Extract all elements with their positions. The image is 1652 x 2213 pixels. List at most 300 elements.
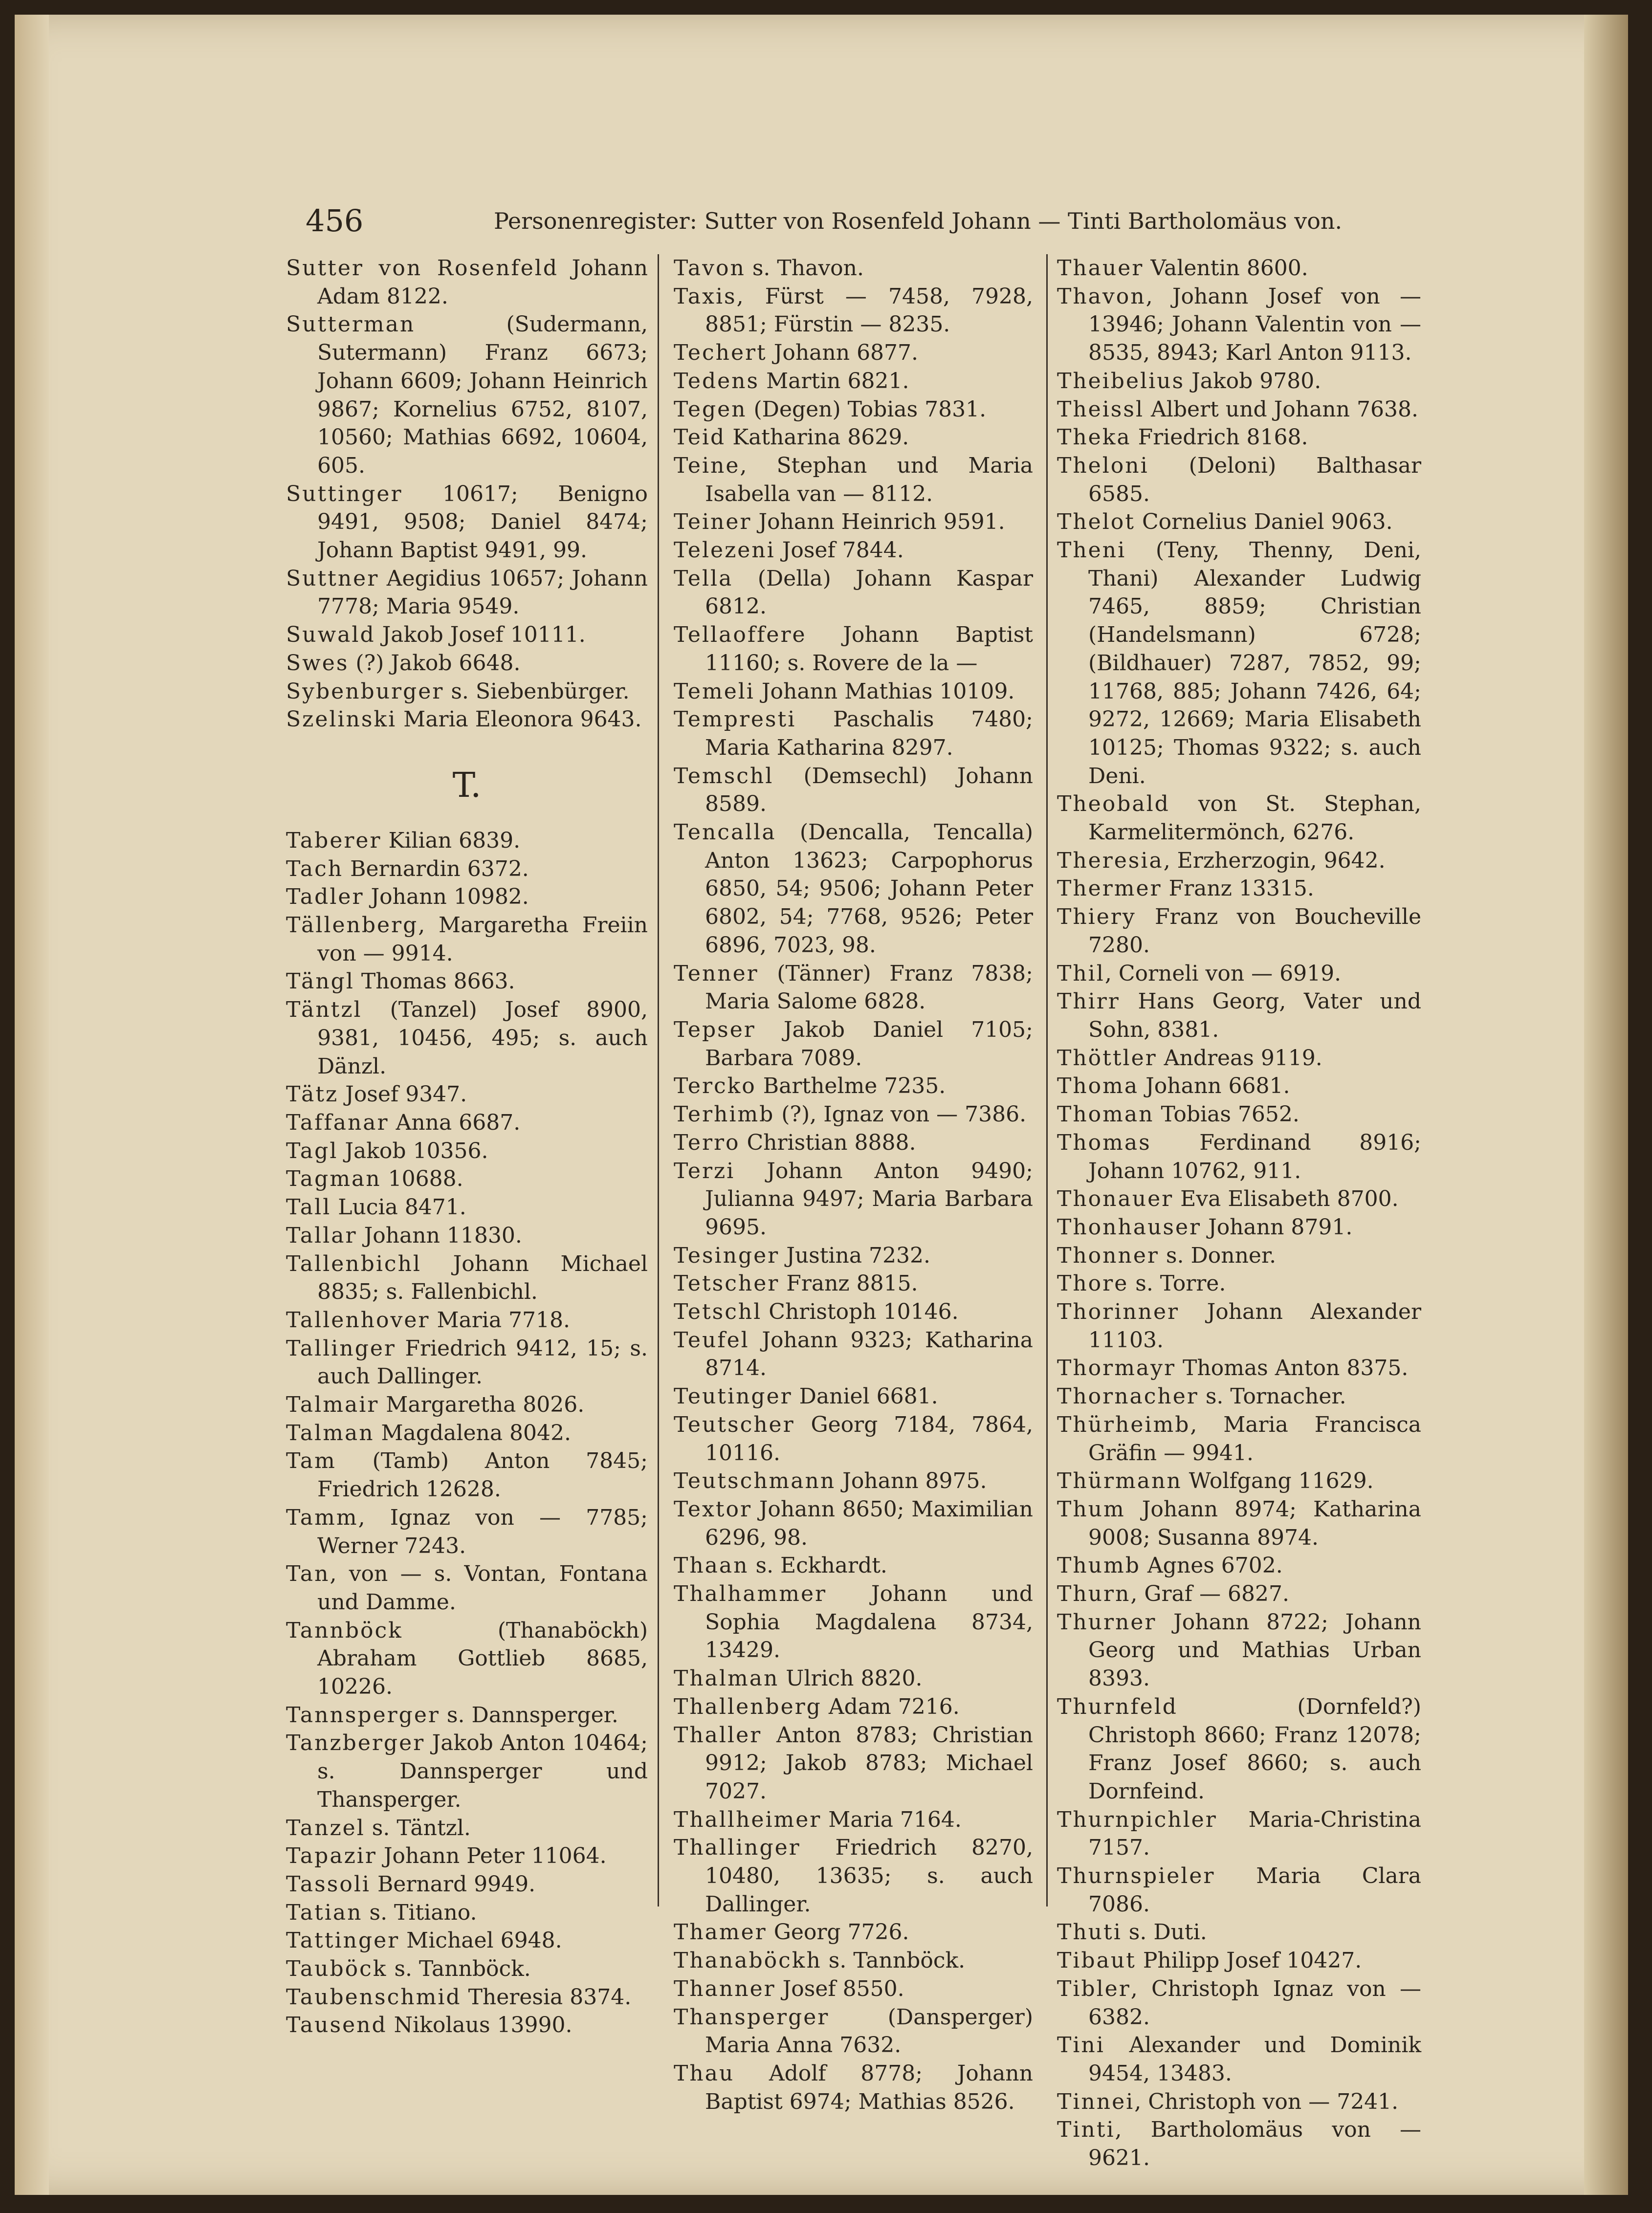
entry-headword: Tibler (1057, 1976, 1131, 2001)
entry-headword: Tapazir (286, 1843, 377, 1869)
entry-references: Friedrich 8270, 10480, 13635; s. auch Dallinger. (705, 1835, 1033, 1917)
index-entry (286, 1447, 648, 1503)
entry-headword: Tagman (286, 1166, 381, 1192)
entry-references: (Tänner) Franz 7838; Maria Salome 6828. (705, 961, 1033, 1014)
entry-references: Johann 8722; Johann Georg und Mathias Urban 8393. (1088, 1609, 1421, 1691)
index-entry (1057, 1552, 1421, 1580)
entry-headword: Tedens (674, 368, 760, 394)
entry-references: Ferdinand 8916; Johann 10762, 911. (1088, 1130, 1421, 1183)
entry-references: Franz von Boucheville 7280. (1088, 904, 1421, 958)
entry-references: (Demsechl) Johann 8589. (705, 763, 1033, 817)
index-entry (674, 1665, 1033, 1693)
index-entry (286, 1250, 648, 1306)
index-entry (1057, 875, 1421, 903)
index-entry (674, 762, 1033, 818)
entry-headword: Tetschl (674, 1299, 762, 1325)
index-entry (1057, 423, 1421, 452)
index-entry (674, 678, 1033, 706)
index-entry (286, 705, 648, 734)
entry-headword: Textor (674, 1496, 752, 1522)
index-entry (286, 1080, 648, 1109)
index-entry (286, 1899, 648, 1927)
entry-references: Thomas Anton 8375. (1176, 1356, 1409, 1381)
entry-headword: Thanaböckh (674, 1948, 822, 1973)
entry-references: Johann und Sophia Magdalena 8734, 13429. (705, 1581, 1033, 1663)
entry-headword: Thermer (1057, 876, 1162, 901)
column-divider (658, 254, 659, 1906)
entry-headword: Thurnfeld (1057, 1694, 1178, 1719)
index-entry (1057, 2031, 1421, 2087)
entry-headword: Tegen (674, 396, 747, 422)
entry-headword: Tach (286, 856, 344, 881)
index-entry (286, 1109, 648, 1137)
index-entry (674, 2003, 1033, 2060)
entry-headword: Tamm (286, 1505, 358, 1530)
entry-references: Adolf 8778; Johann Baptist 6974; Mathias 8526. (705, 2061, 1033, 2114)
index-entry (674, 254, 1033, 283)
index-entry (674, 1382, 1033, 1411)
entry-headword: Teine (674, 453, 740, 478)
index-entry (1057, 452, 1421, 508)
entry-references: Maria 7718. (430, 1307, 571, 1333)
entry-references: Daniel 6681. (792, 1384, 938, 1409)
entry-references: (Degen) Tobias 7831. (747, 396, 987, 422)
entry-references: Barthelme 7235. (756, 1074, 946, 1099)
entry-references: Anton 8783; Christian 9912; Jakob 8783; Michael 7027. (705, 1722, 1033, 1804)
entry-references: s. Tannböck. (821, 1948, 966, 1973)
entry-headword: Suttner (286, 566, 379, 591)
entry-headword: Taffanar (286, 1110, 389, 1135)
entry-references: , Fürst — 7458, 7928, 8851; Fürstin — 8235. (705, 284, 1033, 337)
entry-references: Bernardin 6372. (343, 856, 529, 881)
entry-references: Thomas 8663. (354, 969, 515, 994)
entry-headword: Tenner (674, 961, 759, 986)
entry-headword: Taubenschmid (286, 1984, 462, 2010)
entry-references: , Johann Josef von — 13946; Johann Valentin von — 8535, 8943; Karl Anton 9113. (1088, 284, 1421, 366)
index-entry (674, 508, 1033, 536)
entry-headword: Thil (1057, 961, 1105, 986)
index-entry (286, 1701, 648, 1730)
entry-references: Jakob 10356. (338, 1138, 488, 1163)
entry-references: 10688. (381, 1166, 463, 1192)
entry-headword: Tellaoffere (674, 622, 807, 648)
entry-references: Albert und Johann 7638. (1144, 396, 1418, 422)
entry-references: Johann Alexander 11103. (1088, 1299, 1421, 1353)
index-entry (674, 1242, 1033, 1270)
entry-references: Paschalis 7480; Maria Katharina 8297. (705, 707, 1033, 760)
index-entry (674, 395, 1033, 424)
entry-headword: Sutter von Rosenfeld (286, 256, 558, 281)
index-entry (286, 1193, 648, 1222)
index-entry (1057, 1298, 1421, 1354)
entry-headword: Thamer (674, 1920, 767, 1945)
index-entry (674, 1129, 1033, 1157)
entry-references: s. Tannböck. (387, 1956, 531, 1982)
index-entry (674, 1072, 1033, 1100)
index-entry (674, 283, 1033, 339)
entry-references: (Dansperger) Maria Anna 7632. (705, 2004, 1033, 2058)
index-entry (1057, 2088, 1421, 2116)
entry-headword: Talman (286, 1420, 374, 1446)
index-entry (1057, 2116, 1421, 2172)
entry-references: Johann Heinrich 9591. (751, 509, 1005, 535)
index-entry (674, 1693, 1033, 1721)
entry-headword: Thaller (674, 1722, 762, 1748)
index-entry (1057, 960, 1421, 988)
entry-headword: Tempresti (674, 707, 796, 732)
entry-references: Wolfgang 11629. (1182, 1468, 1374, 1494)
entry-headword: Thallenberg (674, 1694, 822, 1719)
entry-headword: Tavon (674, 256, 746, 281)
entry-references: Jakob 9780. (1185, 368, 1322, 394)
entry-headword: Thansperger (674, 2004, 830, 2030)
entry-references: Friedrich 9412, 15; s. auch Dallinger. (317, 1336, 648, 1389)
page-gutter (15, 15, 49, 2195)
index-entry (674, 367, 1033, 395)
entry-headword: Tannsperger (286, 1702, 440, 1728)
entry-headword: Tanzel (286, 1815, 365, 1841)
entry-headword: Teutinger (674, 1384, 793, 1409)
entry-references: Maria Eleonora 9643. (396, 707, 642, 732)
entry-references: Alexander und Dominik 9454, 13483. (1088, 2033, 1421, 2086)
entry-references: von St. Stephan, Karmelitermönch, 6276. (1088, 791, 1421, 845)
index-entry (286, 1419, 648, 1447)
entry-references: , Christoph von — 7241. (1134, 2089, 1399, 2114)
index-entry (674, 565, 1033, 621)
entry-headword: Tängl (286, 969, 354, 994)
index-entry (674, 621, 1033, 677)
entry-references: s. Täntzl. (365, 1815, 471, 1841)
index-entry (286, 1729, 648, 1814)
entry-references: Christoph 10146. (762, 1299, 959, 1325)
index-entry (674, 423, 1033, 452)
entry-headword: Thonauer (1057, 1186, 1174, 1212)
entry-headword: Tallinger (286, 1336, 396, 1361)
index-entry (1057, 790, 1421, 846)
entry-headword: Sutterman (286, 312, 416, 337)
index-entry (674, 1552, 1033, 1580)
entry-references: (?), Ignaz von — 7386. (774, 1102, 1027, 1127)
entry-references: s. Siebenbürger. (444, 679, 630, 704)
index-entry (1057, 1044, 1421, 1073)
entry-headword: Theresia (1057, 848, 1164, 873)
entry-headword: Tencalla (674, 820, 776, 845)
index-entry (674, 960, 1033, 1016)
entry-references: Maria Clara 7086. (1088, 1863, 1421, 1917)
index-entry (1057, 1947, 1421, 1975)
entry-references: Johann 6681. (1139, 1074, 1290, 1099)
index-entry (674, 818, 1033, 960)
entry-headword: Thoma (1057, 1074, 1139, 1099)
entry-headword: Thonhauser (1057, 1214, 1202, 1240)
index-entry (674, 1270, 1033, 1298)
entry-headword: Thore (1057, 1271, 1129, 1296)
entry-headword: Taxis (674, 284, 737, 309)
entry-headword: Tam (286, 1448, 336, 1474)
index-entry (1057, 1213, 1421, 1242)
index-entry (1057, 395, 1421, 424)
index-entry (674, 1721, 1033, 1806)
index-entry (674, 1298, 1033, 1326)
entry-headword: Thorinner (1057, 1299, 1180, 1325)
column-divider (1046, 254, 1048, 1906)
entry-headword: Tinnei (1057, 2089, 1135, 2114)
entry-references: (Deloni) Balthasar 6585. (1088, 453, 1421, 506)
entry-headword: Theissl (1057, 396, 1145, 422)
index-entry (286, 1222, 648, 1250)
entry-headword: Tall (286, 1195, 331, 1220)
index-entry (286, 1814, 648, 1842)
entry-references: , Margaretha Freiin von — 9914. (317, 913, 648, 966)
index-entry (1057, 508, 1421, 536)
entry-references: Johann 10982. (364, 884, 529, 910)
entry-headword: Thalman (674, 1666, 779, 1691)
entry-headword: Tibaut (1057, 1948, 1136, 1973)
entry-headword: Tesinger (674, 1243, 780, 1268)
entry-headword: Tallar (286, 1223, 357, 1248)
entry-headword: Thanner (674, 1976, 776, 2001)
index-entry (286, 967, 648, 996)
entry-references: , Corneli von — 6919. (1104, 961, 1342, 986)
entry-references: , Erzherzogin, 9642. (1163, 848, 1386, 873)
index-entry (286, 1560, 648, 1616)
entry-headword: Thaan (674, 1553, 749, 1578)
entry-references: Jakob Daniel 7105; Barbara 7089. (705, 1017, 1033, 1071)
entry-references: Martin 6821. (759, 368, 909, 394)
entry-references: Bernard 9949. (370, 1871, 536, 1897)
entry-references: Maria 7164. (821, 1807, 962, 1832)
entry-references: Nikolaus 13990. (387, 2013, 573, 2038)
entry-headword: Thornacher (1057, 1384, 1199, 1409)
entry-references: Aegidius 10657; Johann 7778; Maria 9549. (317, 566, 648, 619)
entry-headword: Thurner (1057, 1609, 1157, 1635)
index-entry (1057, 536, 1421, 790)
entry-references: Johann 9323; Katharina 8714. (705, 1327, 1033, 1381)
entry-headword: Thumb (1057, 1553, 1141, 1578)
index-entry (674, 1806, 1033, 1834)
index-column-1 (286, 254, 648, 2039)
index-entry (674, 1918, 1033, 1947)
entry-references: Johann Adam 8122. (317, 256, 648, 309)
entry-references: Magdalena 8042. (374, 1420, 571, 1446)
entry-headword: Thirr (1057, 989, 1120, 1014)
entry-headword: Talmair (286, 1392, 379, 1418)
entry-references: , Maria Francisca Gräfin — 9941. (1088, 1412, 1421, 1466)
index-entry (286, 1617, 648, 1701)
index-entry (1057, 1975, 1421, 2031)
entry-references: Christian 8888. (740, 1130, 916, 1155)
index-entry (286, 649, 648, 678)
entry-references: Tobias 7652. (1154, 1102, 1300, 1127)
index-entry (286, 827, 648, 855)
entry-headword: Tallenbichl (286, 1251, 421, 1276)
entry-references: , Christoph Ignaz von — 6382. (1088, 1976, 1421, 2030)
index-entry (674, 536, 1033, 565)
entry-headword: Thavon (1057, 284, 1146, 309)
entry-headword: Swes (286, 650, 349, 676)
entry-references: (Teny, Thenny, Deni, Thani) Alexander Ludwig 7465, 8859; Christian (Handelsmann) 6728; (Bildhauer) 7287, 7852, 99; 11768, 885; Johann 7426, 64; 9272, 12669; Maria Elisabeth 10125; Thomas 9322; s. auch Deni. (1088, 538, 1421, 789)
entry-headword: Tattinger (286, 1928, 400, 1953)
entry-headword: Terro (674, 1130, 740, 1155)
index-entry (674, 1157, 1033, 1242)
entry-references: s. Donner. (1159, 1243, 1277, 1268)
page-number: 456 (306, 203, 364, 239)
entry-references: (Tanzel) Josef 8900, 9381, 10456, 495; s. auch Dänzl. (317, 997, 648, 1079)
entry-references: (Dornfeld?) Christoph 8660; Franz 12078; Franz Josef 8660; s. auch Dornfeind. (1088, 1694, 1421, 1804)
entry-references: Philipp Josef 10427. (1136, 1948, 1362, 1973)
entry-references: Johann Michael 8835; s. Fallenbichl. (317, 1251, 648, 1305)
entry-headword: Tadler (286, 884, 364, 910)
index-entry (1057, 987, 1421, 1044)
index-entry (286, 911, 648, 967)
entry-references: Josef 7844. (775, 538, 904, 563)
entry-references: Maria-Christina 7157. (1088, 1807, 1421, 1861)
entry-headword: Thormayr (1057, 1356, 1176, 1381)
entry-headword: Teid (674, 425, 726, 450)
index-entry (1057, 847, 1421, 875)
index-entry (286, 1504, 648, 1560)
index-entry (1057, 1100, 1421, 1129)
entry-references: (Dencalla, Tencalla) Anton 13623; Carpophorus 6850, 54; 9506; Johann Peter 6802, 54; 7768, 9526; Peter 6896, 7023, 98. (705, 820, 1033, 958)
entry-headword: Theka (1057, 425, 1131, 450)
entry-references: Franz 8815. (779, 1271, 918, 1296)
entry-headword: Thiery (1057, 904, 1136, 930)
index-entry (286, 855, 648, 883)
index-entry (1057, 1242, 1421, 1270)
entry-references: , Graf — 6827. (1130, 1581, 1290, 1607)
index-entry (674, 1016, 1033, 1072)
entry-references: Johann Peter 11064. (376, 1843, 607, 1869)
index-entry (286, 996, 648, 1080)
index-entry (1057, 1382, 1421, 1411)
running-title: Personenregister: Sutter von Rosenfeld Johann — Tinti Bartholomäus von. (494, 208, 1343, 234)
index-entry (674, 1495, 1033, 1552)
entry-headword: Temschl (674, 763, 774, 789)
entry-headword: Tatian (286, 1900, 363, 1925)
entry-headword: Thalhammer (674, 1581, 827, 1607)
entry-references: Georg 7726. (767, 1920, 909, 1945)
entry-headword: Tassoli (286, 1871, 371, 1897)
entry-headword: Sybenburger (286, 679, 444, 704)
entry-references: , Ignaz von — 7785; Werner 7243. (317, 1505, 648, 1558)
entry-references: , Bartholomäus von — 9621. (1088, 2117, 1421, 2171)
entry-headword: Tätz (286, 1082, 339, 1107)
index-entry (286, 310, 648, 480)
index-entry (286, 1955, 648, 1983)
index-entry (1057, 1608, 1421, 1693)
entry-references: Johann 8791. (1201, 1214, 1353, 1240)
index-entry (286, 621, 648, 649)
index-entry (674, 1326, 1033, 1382)
entry-headword: Thöttler (1057, 1045, 1157, 1071)
entry-references: Jakob Josef 10111. (375, 622, 586, 648)
index-entry (286, 1391, 648, 1419)
index-entry (1057, 1495, 1421, 1552)
entry-references: (Della) Johann Kaspar 6812. (705, 566, 1033, 619)
entry-headword: Szelinski (286, 707, 397, 732)
entry-headword: Tella (674, 566, 733, 591)
index-entry (674, 1467, 1033, 1495)
entry-headword: Tausend (286, 2013, 387, 2038)
entry-headword: Terhimb (674, 1102, 775, 1127)
index-entry (286, 254, 648, 310)
index-entry (1057, 903, 1421, 959)
entry-headword: Tepser (674, 1017, 756, 1042)
entry-references: s. Duti. (1122, 1920, 1207, 1945)
index-entry (286, 1335, 648, 1391)
index-entry (674, 2060, 1033, 2116)
entry-headword: Tan (286, 1561, 330, 1587)
entry-headword: Tannböck (286, 1618, 403, 1643)
entry-headword: Tauböck (286, 1956, 388, 1982)
entry-headword: Terzi (674, 1158, 735, 1183)
index-entry (286, 1165, 648, 1193)
entry-references: Johann 8650; Maximilian 6296, 98. (705, 1496, 1033, 1550)
entry-headword: Taberer (286, 828, 382, 853)
entry-headword: Thauer (1057, 256, 1144, 281)
entry-references: Lucia 8471. (331, 1195, 466, 1220)
entry-references: Katharina 8629. (726, 425, 909, 450)
entry-headword: Thuti (1057, 1920, 1122, 1945)
entry-references: Johann 8975. (836, 1468, 987, 1494)
entry-references: Michael 6948. (399, 1928, 562, 1953)
index-entry (1057, 1270, 1421, 1298)
entry-headword: Thurnspieler (1057, 1863, 1215, 1889)
entry-references: Eva Elisabeth 8700. (1173, 1186, 1399, 1212)
index-column-2 (674, 254, 1033, 2116)
index-entry (286, 565, 648, 621)
index-entry (1057, 283, 1421, 367)
entry-references: Andreas 9119. (1157, 1045, 1322, 1071)
entry-headword: Thallheimer (674, 1807, 822, 1832)
index-entry (674, 1834, 1033, 1918)
entry-references: s. Torre. (1128, 1271, 1226, 1296)
index-entry (1057, 1580, 1421, 1608)
index-entry (674, 452, 1033, 508)
entry-references: Josef 8550. (775, 1976, 904, 2001)
index-entry (1057, 1185, 1421, 1213)
entry-headword: Theibelius (1057, 368, 1185, 394)
index-entry (1057, 1129, 1421, 1185)
entry-references: s. Eckhardt. (749, 1553, 887, 1578)
entry-headword: Tini (1057, 2033, 1105, 2058)
index-entry (1057, 254, 1421, 283)
entry-references: , Stephan und Maria Isabella van — 8112. (705, 453, 1033, 506)
entry-headword: Thomas (1057, 1130, 1151, 1155)
index-entry (674, 1580, 1033, 1665)
entry-headword: Thurnpichler (1057, 1807, 1217, 1832)
entry-references: Johann 6877. (767, 340, 919, 366)
entry-headword: Thoman (1057, 1102, 1154, 1127)
entry-headword: Tallenhover (286, 1307, 430, 1333)
entry-headword: Teiner (674, 509, 752, 535)
entry-references: s. Titiano. (362, 1900, 477, 1925)
entry-references: Kilian 6839. (381, 828, 521, 853)
index-entry (1057, 1918, 1421, 1947)
entry-references: s. Dannsperger. (440, 1702, 618, 1728)
entry-headword: Tinti (1057, 2117, 1115, 2143)
entry-references: Anna 6687. (389, 1110, 521, 1135)
index-entry (1057, 1411, 1421, 1467)
index-entry (1057, 1862, 1421, 1918)
entry-headword: Suttinger (286, 481, 403, 506)
entry-headword: Thürmann (1057, 1468, 1182, 1494)
entry-references: Josef 9347. (338, 1082, 467, 1107)
entry-references: Jakob Anton 10464; s. Dannsperger und Thansperger. (317, 1731, 648, 1812)
entry-references: Justina 7232. (779, 1243, 931, 1268)
entry-references: Theresia 8374. (461, 1984, 632, 2010)
entry-references: Hans Georg, Vater und Sohn, 8381. (1088, 989, 1421, 1042)
